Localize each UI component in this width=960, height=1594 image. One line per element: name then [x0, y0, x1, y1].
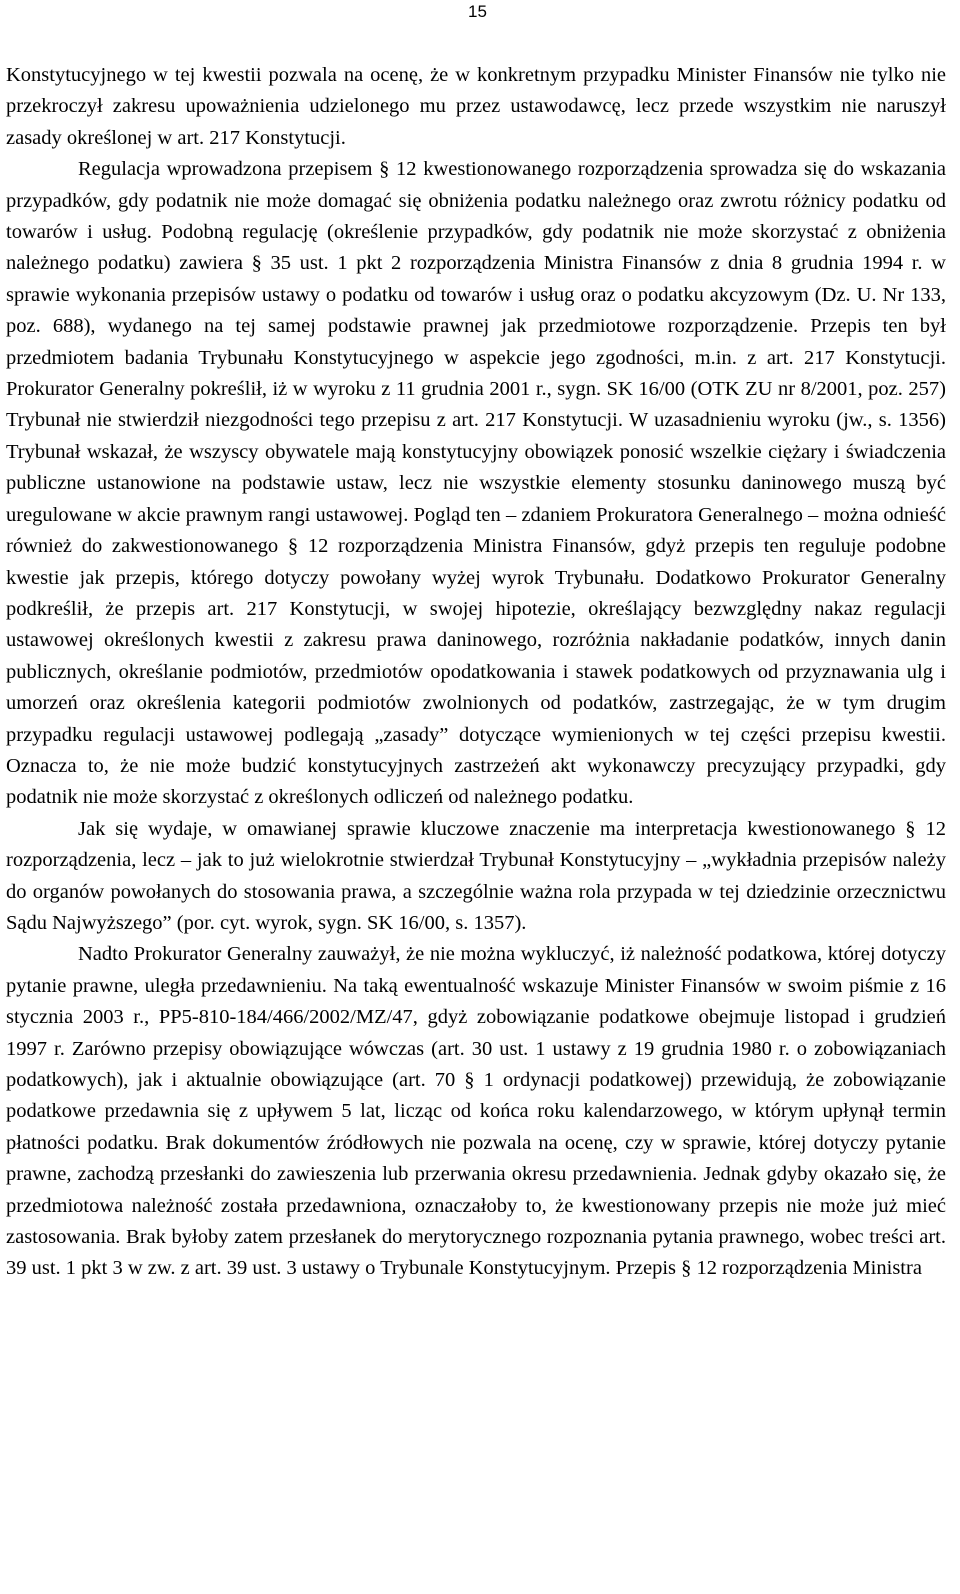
paragraph: Regulacja wprowadzona przepisem § 12 kwestionowanego rozporządzenia sprowadza się do wskazania przypadków, gdy podatnik nie może domagać się obniżenia podatku należnego oraz zwrotu różnicy podatku od towarów i usług. Podobną regulację (określenie przypadków, gdy podatnik nie może skorzystać z obniżenia należnego podatku) zawiera § 35 ust. 1 pkt 2 rozporządzenia Ministra Finansów z dnia 8 grudnia 1994 r. w sprawie wykonania przepisów ustawy o podatku od towarów i usług oraz o podatku akcyzowym (Dz. U. Nr 133, poz. 688), wydanego na tej samej podstawie prawnej jak przedmiotowe rozporządzenie. Przepis ten był przedmiotem badania Trybunału Konstytucyjnego w aspekcie jego zgodności, m.in. z art. 217 Konstytucji. Prokurator Generalny pokreślił, iż w wyroku z 11 grudnia 2001 r., sygn. SK 16/00 (OTK ZU nr 8/2001, poz. 257) Trybunał nie stwierdził niezgodności tego przepisu z art. 217 Konstytucji. W uzasadnieniu wyroku (jw., s. 1356) Trybunał wskazał, że wszyscy obywatele mają konstytucyjny obowiązek ponosić wszelkie ciężary i świadczenia publiczne ustanowione na podstawie ustaw, lecz nie wszystkie elementy stosunku daninowego muszą być uregulowane w akcie prawnym rangi ustawowej. Pogląd ten – zdaniem Prokuratora Generalnego – można odnieść również do zakwestionowanego § 12 rozporządzenia Ministra Finansów, gdyż przepis ten reguluje podobne kwestie jak przepis, którego dotyczy powołany wyżej wyrok Trybunału. Dodatkowo Prokurator Generalny podkreślił, że przepis art. 217 Konstytucji, w swojej hipotezie, określający bezwzględny nakaz regulacji ustawowej określonych kwestii z zakresu prawa daninowego, rozróżnia nakładanie podatków, innych danin publicznych, określanie podmiotów, przedmiotów opodatkowania i stawek podatkowych od przyznawania ulg i umorzeń oraz określenia kategorii podmiotów zwolnionych od podatków, zastrzegając, że w tym drugim przypadku regulacji ustawowej podlegają „zasady” dotyczące wymienionych w tej części przepisu kwestii. Oznacza to, że nie może budzić konstytucyjnych zastrzeżeń akt wykonawczy precyzujący przypadki, gdy podatnik nie może skorzystać z określonych odliczeń od należnego podatku.	[6, 158, 946, 809]
paragraph: Jak się wydaje, w omawianej sprawie kluczowe znaczenie ma interpretacja kwestionowanego § 12 rozporządzenia, lecz – jak to już wielokrotnie stwierdzał Trybunał Konstytucyjny – „wykładnia przepisów należy do organów powołanych do stosowania prawa, a szczególnie ważna rola przypada w tej dziedzinie orzecznictwu Sądu Najwyższego” (por. cyt. wyrok, sygn. SK 16/00, s. 1357).	[6, 817, 946, 934]
document-body	[6, 60, 946, 1285]
page-number: 15	[468, 2, 487, 21]
paragraph-continuation: Konstytucyjnego w tej kwestii pozwala na ocenę, że w konkretnym przypadku Minister Finansów nie tylko nie przekroczył zakresu upoważnienia udzielonego mu przez ustawodawcę, lecz przede wszystkim nie naruszył zasady określonej w art. 217 Konstytucji.	[6, 64, 946, 149]
paragraph: Nadto Prokurator Generalny zauważył, że nie można wykluczyć, iż należność podatkowa, której dotyczy pytanie prawne, uległa przedawnieniu. Na taką ewentualność wskazuje Minister Finansów w swoim piśmie z 16 stycznia 2003 r., PP5-810-184/466/2002/MZ/47, gdyż zobowiązanie podatkowe obejmuje listopad i grudzień 1997 r. Zarówno przepisy obowiązujące wówczas (art. 30 ust. 1 ustawy z 19 grudnia 1980 r. o zobowiązaniach podatkowych), jak i aktualnie obowiązujące (art. 70 § 1 ordynacji podatkowej) przewidują, że zobowiązanie podatkowe przedawnia się z upływem 5 lat, licząc od końca roku kalendarzowego, w którym upłynął termin płatności podatku. Brak dokumentów źródłowych nie pozwala na ocenę, czy w sprawie, której dotyczy pytanie prawne, zachodzą przesłanki do zawieszenia lub przerwania okresu przedawnienia. Jednak gdyby okazało się, że przedmiotowa należność została przedawniona, oznaczałoby to, że kwestionowany przepis nie może już mieć zastosowania. Brak byłoby zatem przesłanek do merytorycznego rozpoznania pytania prawnego, wobec treści art. 39 ust. 1 pkt 3 w zw. z art. 39 ust. 3 ustawy o Trybunale Konstytucyjnym. Przepis § 12 rozporządzenia Ministra	[6, 943, 946, 1280]
